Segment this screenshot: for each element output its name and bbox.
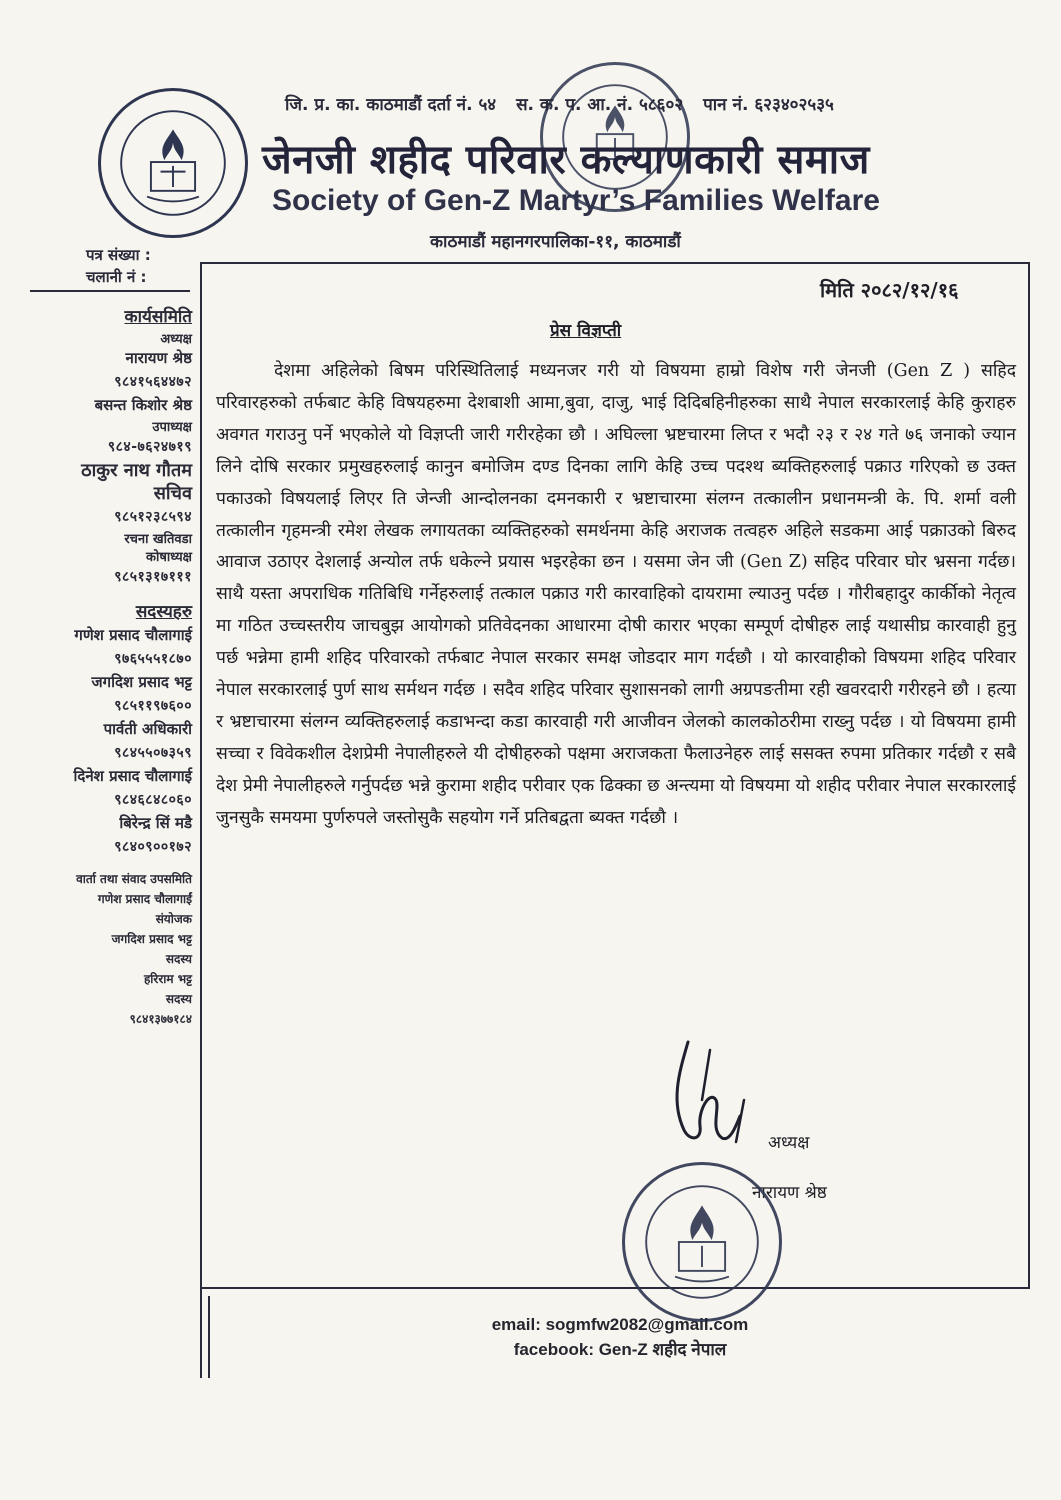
committee-role: संयोजक [155,912,192,926]
member-phone: ९८४०९००१७२ [114,839,192,855]
committee-name: गणेश प्रसाद चौलागाईं [97,892,192,906]
officer-role: उपाध्यक्ष [152,420,192,435]
facebook-contact: facebook: Gen-Z शहीद नेपाल [513,1340,727,1359]
member-phone: ९७६५५५१८७० [114,651,192,667]
dispatch-number-label: चलानी नं : [86,268,147,286]
letter-meta [86,244,196,288]
officer-name: रचना खतिवडा [124,532,192,547]
letter-number-label: पत्र संख्या : [86,246,151,264]
email-contact: email: sogmfw2082@gmail.com [491,1315,749,1334]
organization-address: काठमाडौं महानगरपालिका-११, काठमाडौं [430,232,681,252]
officer-name: नारायण श्रेष्ठ [125,349,192,367]
member-name: गणेश प्रसाद चौलागाई [74,626,192,644]
body-frame-inner [208,1296,210,1378]
officer-phone: ९८५१२३८५९४ [114,509,192,525]
members-heading: सदस्यहरु [135,602,192,622]
committee-phone: ९८४१३७७१८४ [129,1012,192,1026]
handwritten-signature [640,1030,780,1170]
member-name: पार्वती अधिकारी [103,720,192,738]
body-frame-right [1028,262,1030,1288]
body-frame-top [200,262,1030,264]
executive-committee-sidebar [60,304,192,1029]
member-name: बिरेन्द्र सिं मडै [119,814,192,832]
organization-seal-bottom [622,1162,782,1322]
contact-footer [420,1312,820,1362]
district-registration: जि. प्र. का. काठमाडौं दर्ता नं. ५४ [285,95,497,115]
organization-name-nepali: जेनजी शहीद परिवार कल्याणकारी समाज [262,137,870,183]
officer-name: ठाकुर नाथ गौतम [81,460,192,481]
officer-name: बसन्त किशोर श्रेष्ठ [94,396,192,414]
press-release-subject: प्रेस विज्ञप्ती [550,321,622,341]
body-frame-bottom [200,1287,1030,1289]
member-phone: ९८४५५०७३५९ [114,745,192,761]
organization-seal-left [98,88,248,238]
committee-name: हरिराम भट्ट [143,972,192,986]
officer-phone: ९८४१५६४४७२ [114,374,192,390]
member-name: जगदिश प्रसाद भट्ट [91,673,192,691]
registration-line [285,92,1005,115]
member-phone: ९८५११९७६०० [114,698,192,714]
sidebar-divider [30,290,190,292]
letter-date: मिति २०८२/१२/१६ [820,278,959,302]
signatory-name: नारायण श्रेष्ठ [752,1183,827,1203]
committee-name: जगदिश प्रसाद भट्ट [111,932,192,946]
officer-role: कोषाध्यक्ष [146,550,192,565]
officer-role: अध्यक्ष [160,332,192,347]
officer-phone: ९८५१३१७१११ [114,569,192,585]
social-council-number: स. क. प. आ. नं. ५८६०२ [516,95,684,115]
signatory-role: अध्यक्ष [768,1133,810,1153]
member-phone: ९८४६८४८०६० [114,792,192,808]
officer-role: सचिव [153,483,192,504]
body-frame-left [200,262,202,1378]
seal-emblem-icon [101,91,245,235]
committee-heading: वार्ता तथा संवाद उपसमिति [76,872,192,886]
seal-emblem-icon [625,1165,779,1319]
press-release-body [216,356,1016,835]
press-release-paragraph: देशमा अहिलेको बिषम परिस्थितिलाई मध्यनजर गरी यो विषयमा हाम्रो विशेष गरी जेनजी (Gen Z ) सहिद परिवारहरुको तर्फबाट केहि विषयहरुमा देशबाशी आमा,बुवा, दाजु, भाई दिदिबहिनीहरुका साथै नेपाल सरकारलाई केहि कुराहरु अवगत गराउनु पर्ने भएकोले यो विज्ञप्ती जारी गरीरहेका छौ । अघिल्ला भ्रष्टचारमा लिप्त र भदौ २३ र २४ गते ७६ जनाको ज्यान लिने दोषि सरकार प्रमुखहरुलाई कानुन बमोजिम दण्ड दिनका लागि केहि उच्च पदश्थ ब्यक्तिहरुलाई पक्राउ गरिएको छ उक्त पकाउको विषयलाई लिएर ति जेन्जी आन्दोलनका दमनकारी र भ्रष्टाचारमा संलग्न तत्कालीन प्रधानमन्त्री के. पि. शर्मा वली तत्कालीन गृहमन्त्री रमेश लेखक लगायतका व्यक्तिहरुको समर्थनमा केहि अराजक तत्वहरु अहिले सडकमा आई पक्राउको बिरुद आवाज उठाएर देशलाई अन्योल तर्फ धकेल्ने प्रयास भइरहेका छन । यसमा जेन जी (Gen Z) सहिद परिवार घोर भ्रसना गर्दछ। साथै यस्ता अपराधिक गतिबिधि गर्नेहरुलाई तत्काल पक्राउ गरी कारवाहिको दायरामा ल्याउनु पर्दछ । गौरीबहादुर कार्कीको नेतृत्व मा गठित उच्चस्तरीय जाचबुझ आयोगको प्रतिवेदनका आधारमा दोषी कारार भएका सम्पूर्ण दोषीहरु लाई यथासीघ्र कारवाही हुनु पर्छ भन्नेमा हामी शहिद परिवारको तर्फबाट नेपाल सरकार समक्ष जोडदार माग गर्दछौ । यो कारवाहीको विषयमा शहिद परिवार नेपाल सरकारलाई पुर्ण साथ सर्मथन गर्दछ । सदैव शहिद परिवार सुशासनको लागी अग्रपङतीमा रही खवरदारी गरीरहने छौ । हत्या र भ्रष्टाचारमा संलग्न व्यक्तिहरुलाई कडाभन्दा कडा कारवाही गरी आजीवन जेलको कालकोठरीमा राख्नु पर्दछ । यो विषयमा हामी सच्चा र विवेकशील देशप्रेमी नेपालीहरुले यी दोषीहरुको पक्षमा अराजकता फैलाउनेहरु लाई ससक्त रुपमा प्रतिकार गर्दछौ र सबै देश प्रेमी नेपालीहरुले गर्नुपर्दछ भन्ने कुरामा शहीद परीवार एक ढिक्का छ अन्त्यमा यो विषयमा यो शहीद परीवार नेपाल सरकारलाई जुनसुकै समयमा पुर्णरुपले जस्तोसुकै सहयोग गर्ने प्रतिबद्वता ब्यक्त गर्दछौ । [216,361,1016,828]
member-name: दिनेश प्रसाद चौलागाई [73,767,192,785]
organization-name-english: Society of Gen-Z Martyr’s Families Welfare [272,184,880,217]
executive-heading: कार्यसमिति [124,307,192,327]
pan-number: पान नं. ६२३४०२५३५ [703,95,834,115]
committee-role: सदस्य [165,992,192,1006]
committee-role: सदस्य [165,952,192,966]
officer-phone: ९८४-७६२४७१९ [107,439,192,455]
